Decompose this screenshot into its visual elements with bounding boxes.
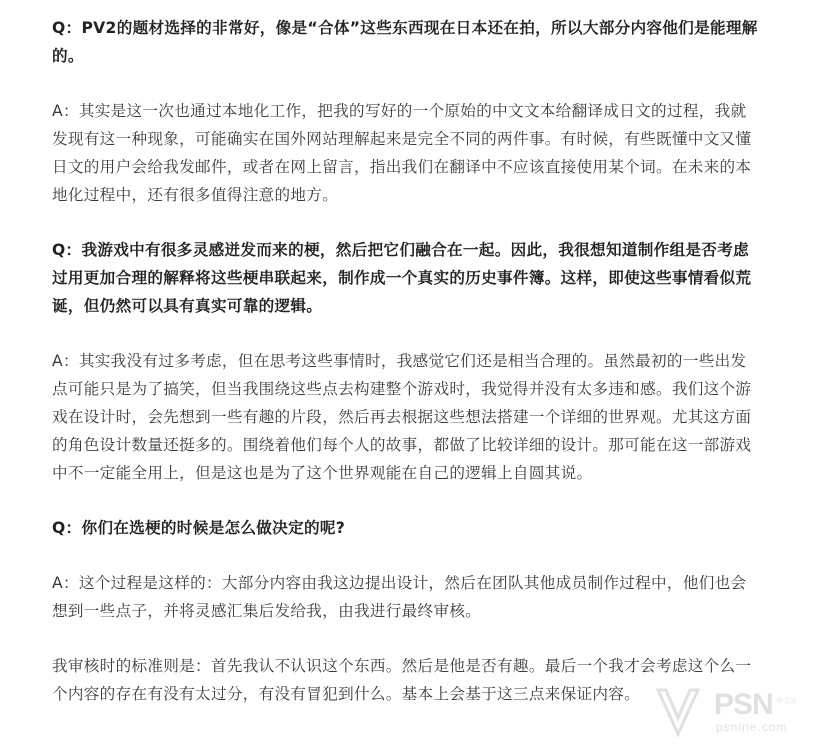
answer-paragraph: A：这个过程是这样的：大部分内容由我这边提出设计，然后在团队其他成员制作过程中，他们也会想到一些点子，并将灵感汇集后发给我，由我进行最终审核。 — [52, 574, 747, 620]
article-body — [52, 14, 762, 708]
question-paragraph: Q：PV2的题材选择的非常好，像是“合体”这些东西现在日本还在拍，所以大部分内容他们是能理解的。 — [52, 19, 758, 65]
watermark-site: psnine.com — [716, 720, 788, 734]
watermark-brand: PSN — [714, 688, 773, 721]
answer-paragraph: A：其实我没有过多考虑，但在思考这些事情时，我感觉它们还是相当合理的。虽然最初的一些出发点可能只是为了搞笑，但当我围绕这些点去构建整个游戏时，我觉得并没有太多违和感。我们这个游戏在设计时，会先想到一些有趣的片段，然后再去根据这些想法搭建一个详细的世界观。尤其这方面的角色设计数量还挺多的。围绕着他们每个人的故事，都做了比较详细的设计。那可能在这一部游戏中不一定能全用上，但是这也是为了这个世界观能在自己的逻辑上自圆其说。 — [52, 352, 752, 482]
answer-paragraph: 我审核时的标准则是：首先我认不认识这个东西。然后是他是否有趣。最后一个我才会考虑这个么一个内容的存在有没有太过分，有没有冒犯到什么。基本上会基于这三点来保证内容。 — [52, 657, 752, 703]
question-paragraph: Q：你们在选梗的时候是怎么做决定的呢? — [52, 519, 346, 537]
watermark-small: 中文站 — [776, 697, 797, 705]
answer-paragraph: A：其实是这一次也通过本地化工作，把我的写好的一个原始的中文文本给翻译成日文的过程，我就发现有这一种现象，可能确实在国外网站理解起来是完全不同的两件事。有时候，有些既懂中文又懂日文的用户会给我发邮件，或者在网上留言，指出我们在翻译中不应该直接使用某个词。在未来的本地化过程中，还有很多值得注意的地方。 — [52, 102, 752, 204]
question-paragraph: Q：我游戏中有很多灵感迸发而来的梗，然后把它们融合在一起。因此，我很想知道制作组是否考虑过用更加合理的解释将这些梗串联起来，制作成一个真实的历史事件簿。这样，即使这些事情看似荒诞，但仍然可以具有真实可靠的逻辑。 — [52, 241, 752, 315]
